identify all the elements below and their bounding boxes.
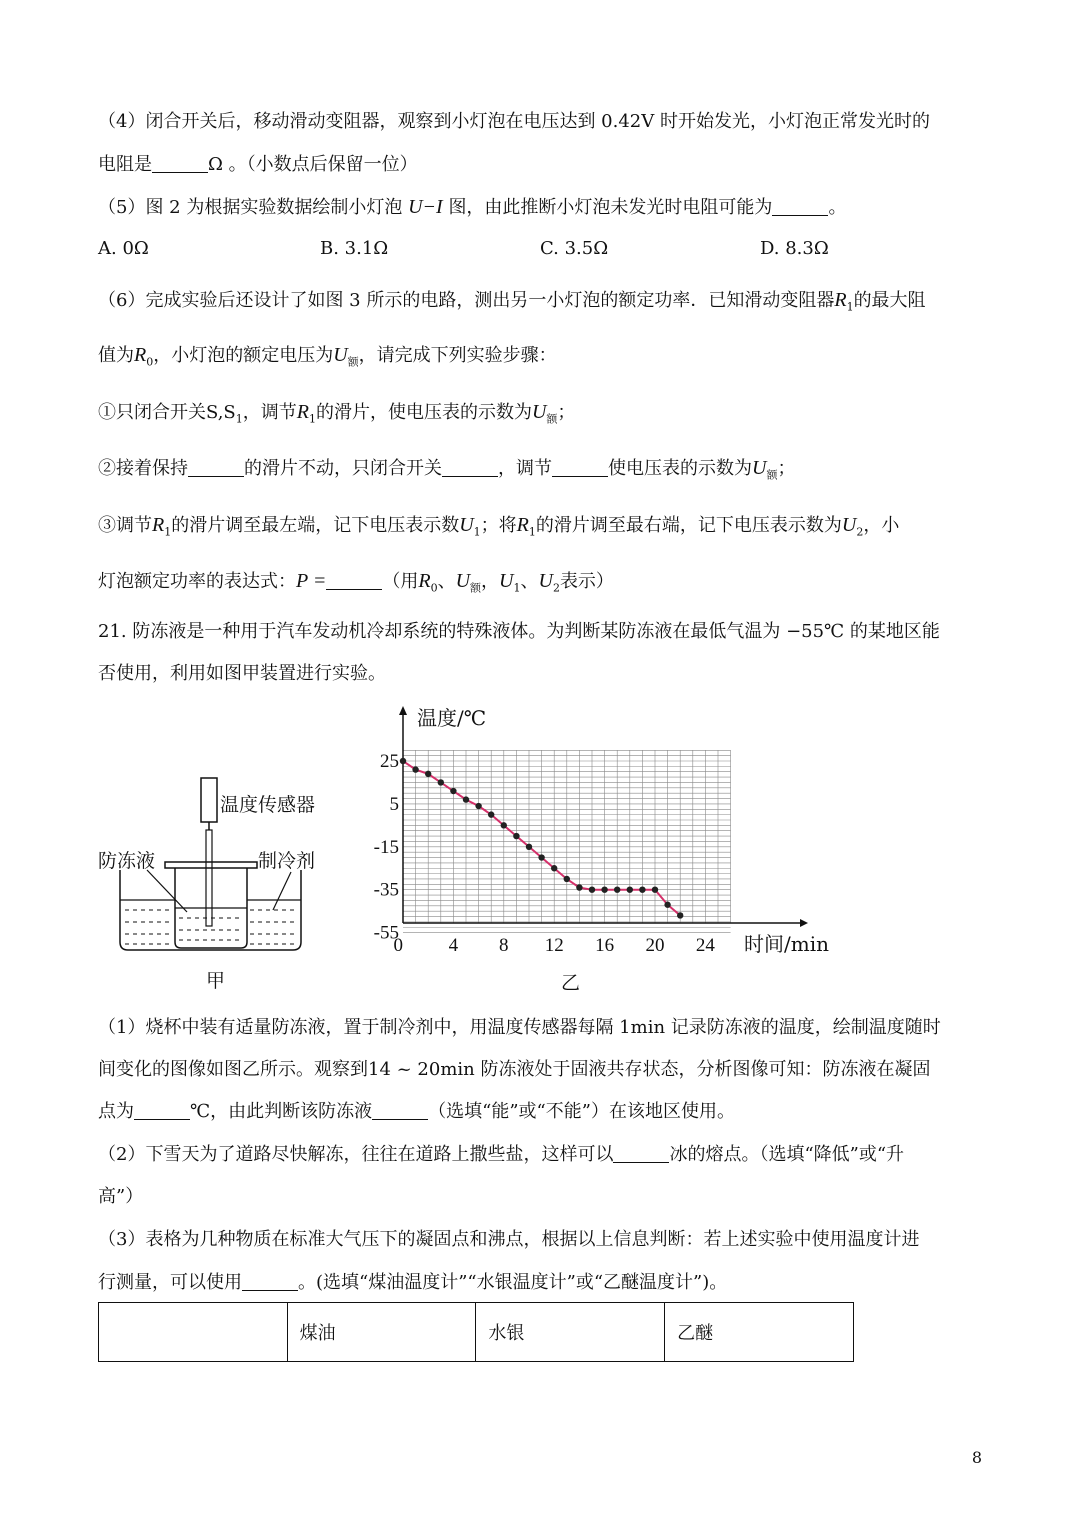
data-point — [475, 803, 481, 809]
q21-part2-line1: （2）下雪天为了道路尽快解冻，往往在道路上撒些盐，这样可以 冰的熔点。（选填“降低”或“升 — [98, 1144, 905, 1165]
data-point — [601, 887, 607, 893]
data-point — [513, 833, 519, 839]
data-point — [526, 844, 532, 850]
data-point — [412, 766, 418, 772]
y-tick-label: 5 — [389, 793, 399, 815]
figure-caption-yi: 乙 — [561, 972, 581, 994]
option-d: D. 8.3Ω — [760, 238, 829, 259]
q20-part6-line1: （6）完成实验后还设计了如图 3 所示的电路，测出另一小灯泡的额定功率．已知滑动变阻器$R_1$的最大阻 — [98, 289, 926, 314]
data-point — [501, 822, 507, 828]
x-axis-label: 时间/min — [744, 932, 829, 956]
q21-part1-line1: （1）烧杯中装有适量防冻液，置于制冷剂中，用温度传感器每隔 1min 记录防冻液的温度，绘制温度随时 — [98, 1017, 941, 1038]
data-point — [551, 865, 557, 871]
answer-blank[interactable] — [552, 458, 608, 477]
page-number: 8 — [971, 1448, 982, 1467]
sensor-label: 温度传感器 — [220, 794, 316, 816]
data-point — [664, 902, 670, 908]
q20-part5-line: （5）图 2 为根据实验数据绘制小灯泡 U−I 图，由此推断小灯泡未发光时电阻可能为 。 — [98, 196, 847, 218]
q21-part3-line1: （3）表格为几种物质在标准大气压下的凝固点和沸点，根据以上信息判断：若上述实验中使用温度计进 — [98, 1229, 920, 1250]
option-c: C. 3.5Ω — [540, 238, 609, 259]
q21-intro-line2: 否使用，利用如图甲装置进行实验。 — [98, 663, 386, 684]
q20-part6-line2: 值为$R_0$，小灯泡的额定电压为$U_额$，请完成下列实验步骤： — [98, 344, 557, 369]
data-point — [538, 854, 544, 860]
data-point — [576, 884, 582, 890]
x-tick-label: 0 — [393, 935, 403, 956]
data-point — [627, 887, 633, 893]
y-axis-label: 温度/℃ — [417, 706, 487, 730]
option-b: B. 3.1Ω — [320, 238, 389, 259]
table-header-cell: 水银 — [476, 1303, 665, 1362]
answer-blank[interactable] — [326, 571, 382, 590]
data-point — [438, 779, 444, 785]
y-axis-arrow — [399, 706, 407, 715]
answer-blank[interactable] — [442, 458, 498, 477]
q20-step2: ②接着保持 的滑片不动，只闭合开关 ，调节 使电压表的示数为$U_额$； — [98, 457, 796, 482]
coolant-label: 制冷剂 — [258, 850, 316, 872]
q21-part1-line3: 点为 ℃，由此判断该防冻液 （选填“能”或“不能”）在该地区使用。 — [98, 1101, 735, 1122]
data-point — [589, 887, 595, 893]
x-tick-label: 24 — [695, 935, 715, 956]
q20-step1: ①只闭合开关$S,S_1$，调节$R_1$的滑片，使电压表的示数为$U_额$； — [98, 401, 576, 426]
q20-part4-line1: （4）闭合开关后，移动滑动变阻器，观察到小灯泡在电压达到 0.42V 时开始发光，小灯泡正常发光时的 — [98, 111, 930, 132]
data-point — [488, 811, 494, 817]
q21-part2-line2: 高”） — [98, 1186, 144, 1207]
answer-blank[interactable] — [242, 1272, 298, 1291]
answer-blank[interactable] — [372, 1101, 428, 1120]
x-tick-label: 4 — [448, 935, 459, 956]
table-header-cell: 煤油 — [287, 1303, 476, 1362]
q20-step3-line1: ③调节$R_1$的滑片调至最左端，记下电压表示数$U_1$；将$R_1$的滑片调至最右端，记下电压表示数为$U_2$，小 — [98, 514, 900, 539]
q21-part1-line2: 间变化的图像如图乙所示。观察到14 ~ 20min 防冻液处于固液共存状态，分析图像可知：防冻液在凝固 — [98, 1059, 931, 1080]
x-tick-label: 8 — [499, 935, 509, 956]
table-header-cell: 乙醚 — [665, 1303, 854, 1362]
data-point — [450, 788, 456, 794]
x-tick-label: 20 — [645, 935, 665, 956]
data-point — [400, 758, 406, 764]
answer-blank[interactable] — [772, 197, 828, 216]
figure-caption-jia: 甲 — [206, 970, 226, 992]
y-tick-label: 25 — [380, 751, 399, 772]
option-a: A. 0Ω — [98, 238, 149, 259]
y-tick-label: -15 — [373, 836, 399, 858]
substance-table — [98, 1302, 854, 1362]
temperature-chart — [360, 695, 840, 995]
q20-part4-line2: 电阻是 Ω 。（小数点后保留一位） — [98, 154, 418, 175]
y-tick-label: -55 — [373, 922, 399, 944]
answer-blank[interactable] — [134, 1101, 190, 1120]
data-point — [652, 887, 658, 893]
table-header-cell — [99, 1303, 288, 1362]
q21-part3-line2: 行测量，可以使用 。(选填“煤油温度计”“水银温度计”或“乙醚温度计”)。 — [98, 1272, 728, 1293]
data-point — [639, 887, 645, 893]
data-point — [425, 771, 431, 777]
answer-blank[interactable] — [188, 458, 244, 477]
data-point — [614, 887, 620, 893]
data-point — [463, 796, 469, 802]
answer-blank[interactable] — [152, 154, 208, 173]
y-tick-label: -35 — [373, 879, 399, 901]
x-tick-label: 16 — [595, 935, 615, 956]
x-tick-label: 12 — [544, 935, 564, 956]
data-point — [564, 876, 570, 882]
antifreeze-label: 防冻液 — [98, 850, 156, 872]
q20-step3-line2: 灯泡额定功率的表达式：P = （用$R_0$、$U_额$，$U_1$、$U_2$表示） — [98, 570, 614, 595]
x-axis-arrow — [800, 919, 808, 927]
q21-intro-line1: 21. 防冻液是一种用于汽车发动机冷却系统的特殊液体。为判断某防冻液在最低气温为 −55℃ 的某地区能 — [98, 621, 940, 642]
table-row — [99, 1303, 854, 1362]
data-point — [677, 912, 683, 918]
answer-blank[interactable] — [613, 1144, 669, 1163]
